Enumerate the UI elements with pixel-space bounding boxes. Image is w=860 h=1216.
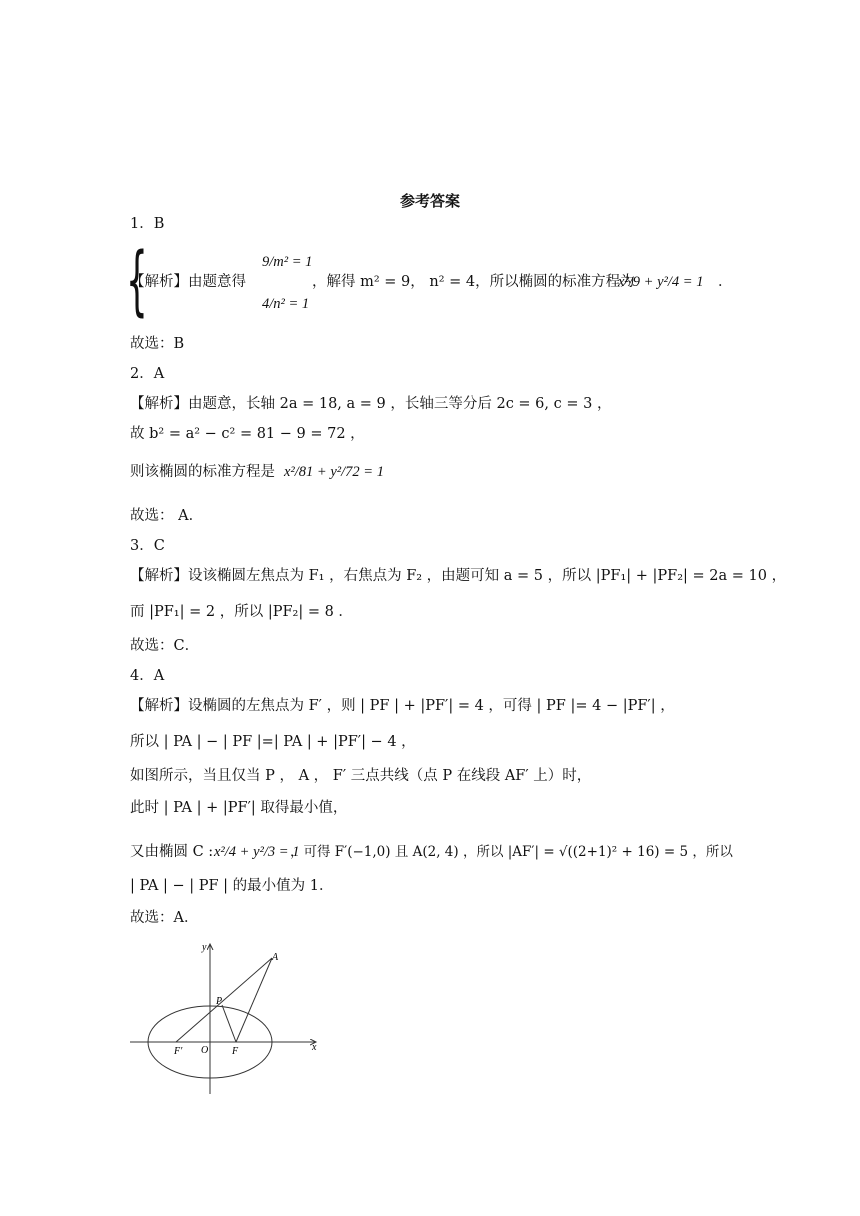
label-x: x [312,1042,317,1053]
segment-fp-a [176,958,272,1042]
q4-line-6: | PA | − | PF | 的最小值为 1． [130,878,334,894]
q1-lead: 【解析】由题意得 [130,274,246,290]
q4-answer: 故选：A． [130,910,199,926]
q2-heading: 2．A [130,366,165,382]
q3-answer: 故选：C． [130,638,200,654]
q1-equation: x²/9 + y²/4 = 1 [618,274,704,290]
label-y: y [202,942,207,953]
q2-line-3-prefix: 则该椭圆的标准方程是 [130,464,275,480]
q4-line-2: 所以 | PA | − | PF |=| PA | + |PF′| − 4 ， [130,734,416,750]
q4-line-3: 如图所示，当且仅当 P ， A ， F′ 三点共线（点 P 在线段 AF′ 上）时， [130,768,592,784]
label-F-prime: F′ [174,1046,183,1057]
left-brace: { [126,235,148,324]
q1-system-top: 9/m² = 1 [262,254,313,270]
q2-line-2: 故 b² = a² − c² = 81 − 9 = 72 ， [130,426,365,442]
q1-answer: 故选：B [130,336,185,352]
label-O: O [201,1045,209,1056]
q1-middle-text: ，解得 m² = 9， n² = 4，所以椭圆的标准方程为 [312,274,635,290]
segment-f-a [236,958,272,1042]
label-P: P [216,996,223,1007]
q4-line-1: 【解析】设椭圆的左焦点为 F′ ，则 | PF | + |PF′| = 4 ，可得 | PF |= 4 − |PF′| ， [130,698,675,714]
segment-p-f [222,1005,236,1042]
q4-line-5-suffix: ，可得 F′(−1,0) 且 A(2, 4) ，所以 |AF′| = √((2+1)² + 16) = 5 ，所以 [290,844,733,860]
q4-equation: x²/4 + y²/3 = 1 [214,844,300,860]
q3-line-2: 而 |PF₁| = 2 ，所以 |PF₂| = 8 ． [130,604,353,620]
q4-line-4: 此时 | PA | + |PF′| 取得最小值， [130,800,348,816]
page-title: 参考答案 [399,192,460,210]
q4-heading: 4．A [130,668,165,684]
ellipse-figure [120,936,330,1098]
q2-equation: x²/81 + y²/72 = 1 [284,464,384,480]
label-A: A [272,952,279,963]
q2-line-1: 【解析】由题意，长轴 2a = 18, a = 9 ，长轴三等分后 2c = 6, c = 3 ， [130,396,612,412]
q3-heading: 3．C [130,538,165,554]
q1-end: ． [718,274,733,290]
q2-answer: 故选： A． [130,508,204,524]
q3-line-1: 【解析】设该椭圆左焦点为 F₁ ，右焦点为 F₂ ，由题可知 a = 5 ，所以 |PF₁| + |PF₂| = 2a = 10 ， [130,568,787,584]
label-F: F [232,1046,239,1057]
q1-system-bottom: 4/n² = 1 [262,296,310,312]
q1-heading: 1．B [130,216,165,232]
q4-line-5-prefix: 又由椭圆 C : [130,844,214,860]
